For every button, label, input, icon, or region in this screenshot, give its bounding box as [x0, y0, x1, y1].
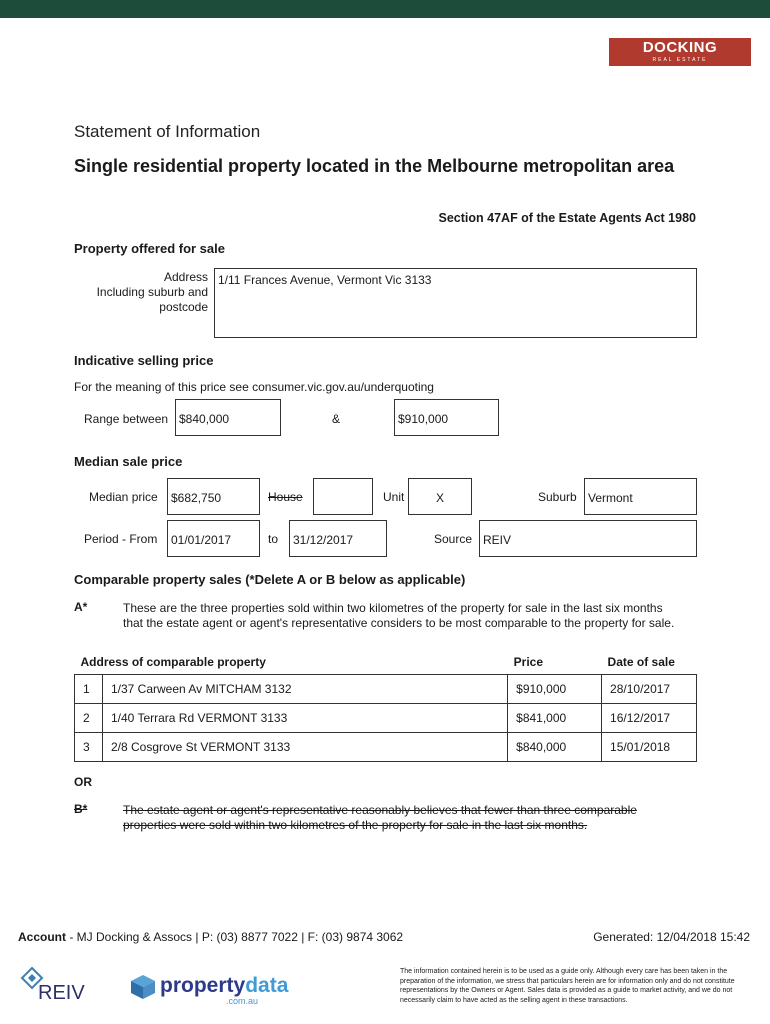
- row-price[interactable]: $840,000: [508, 732, 602, 761]
- account-label: Account: [18, 930, 66, 944]
- row-price[interactable]: $841,000: [508, 703, 602, 732]
- indicative-heading: Indicative selling price: [74, 353, 214, 368]
- option-a-label: A*: [74, 600, 88, 614]
- suburb-field[interactable]: Vermont: [584, 478, 697, 515]
- page-title: Single residential property located in the Melbourne metropolitan area: [74, 156, 675, 176]
- unit-field[interactable]: X: [408, 478, 472, 515]
- option-a-text: These are the three properties sold within two kilometres of the property for sale in the last six months that the estate agent or agent's representative considers to be most comparable to the property for sale.: [123, 601, 675, 630]
- logo-sub: REAL ESTATE: [652, 57, 708, 63]
- source-label: Source: [434, 532, 473, 546]
- propertydata-domain: .com.au: [226, 996, 259, 1006]
- row-date[interactable]: 16/12/2017: [602, 703, 697, 732]
- logo-main: DOCKING: [642, 39, 718, 56]
- address-label-line-3: postcode: [159, 300, 208, 314]
- statement-heading: Statement of Information: [74, 122, 261, 141]
- price-low-field[interactable]: $840,000: [175, 399, 281, 436]
- house-label: House: [268, 490, 303, 504]
- address-field[interactable]: 1/11 Frances Avenue, Vermont Vic 3133: [214, 268, 697, 338]
- option-b-label: B*: [74, 802, 88, 816]
- act-section: Section 47AF of the Estate Agents Act 1980: [438, 211, 696, 225]
- account-line: [18, 930, 403, 944]
- unit-label: Unit: [383, 490, 405, 504]
- reiv-logo: [18, 966, 118, 1011]
- table-row: [75, 674, 697, 703]
- median-price-field[interactable]: $682,750: [167, 478, 260, 515]
- comparable-sales-table: [74, 650, 697, 762]
- col-date-header: Date of sale: [607, 654, 675, 669]
- range-label: Range between: [84, 412, 169, 426]
- col-address-header: Address of comparable property: [80, 654, 266, 669]
- row-price[interactable]: $910,000: [508, 674, 602, 703]
- table-row: [75, 732, 697, 761]
- account-details: - MJ Docking & Assocs | P: (03) 8877 7022 | F: (03) 9874 3062: [66, 930, 404, 944]
- or-divider: OR: [74, 775, 92, 789]
- address-label-line-2: Including suburb and: [96, 285, 208, 299]
- propertydata-cube-icon: [130, 974, 156, 1000]
- row-date[interactable]: 28/10/2017: [602, 674, 697, 703]
- generated-timestamp: Generated: 12/04/2018 15:42: [593, 930, 750, 944]
- row-number: 2: [75, 703, 103, 732]
- row-date[interactable]: 15/01/2018: [602, 732, 697, 761]
- period-to-field[interactable]: 31/12/2017: [289, 520, 387, 557]
- docking-logo: [609, 38, 751, 66]
- col-price-header: Price: [513, 654, 543, 669]
- period-to-label: to: [268, 532, 279, 546]
- source-field[interactable]: REIV: [479, 520, 697, 557]
- propertydata-accent-text: data: [245, 974, 289, 997]
- row-address[interactable]: 1/40 Terrara Rd VERMONT 3133: [102, 703, 507, 732]
- table-row: [75, 703, 697, 732]
- propertydata-main-text: property: [160, 974, 246, 997]
- price-high-field[interactable]: $910,000: [394, 399, 499, 436]
- underquoting-note: For the meaning of this price see consumer.vic.gov.au/underquoting: [74, 380, 434, 394]
- address-label: [80, 270, 208, 315]
- disclaimer-text: The information contained herein is to be used as a guide only. Although every care has been taken in the preparation of the information, we stress that particulars herein are for information only and do not constitute representations by the Owners or Agent. Sales data is provided as a guide to market activity, and we do not necessarily claim to have acted as the selling agent in these transactions.: [400, 968, 735, 1004]
- house-field[interactable]: [313, 478, 373, 515]
- address-label-line-1: Address: [163, 270, 208, 284]
- reiv-text: REIV: [38, 982, 85, 1004]
- property-heading: Property offered for sale: [74, 241, 225, 256]
- row-number: 1: [75, 674, 103, 703]
- comparable-heading: Comparable property sales (*Delete A or B below as applicable): [74, 572, 466, 587]
- period-from-label: Period - From: [84, 532, 158, 546]
- table-header-row: [75, 650, 697, 674]
- range-ampersand: &: [332, 412, 341, 426]
- row-address[interactable]: 1/37 Carween Av MITCHAM 3132: [102, 674, 507, 703]
- option-b-text: The estate agent or agent's representative reasonably believes that fewer than three comparable properties were sold within two kilometres of the property for sale in the last six months.: [123, 803, 637, 832]
- row-address[interactable]: 2/8 Cosgrove St VERMONT 3133: [102, 732, 507, 761]
- suburb-label: Suburb: [538, 490, 577, 504]
- period-from-field[interactable]: 01/01/2017: [167, 520, 260, 557]
- median-price-label: Median price: [89, 490, 158, 504]
- row-number: 3: [75, 732, 103, 761]
- median-heading: Median sale price: [74, 454, 183, 469]
- top-bar: [0, 0, 770, 18]
